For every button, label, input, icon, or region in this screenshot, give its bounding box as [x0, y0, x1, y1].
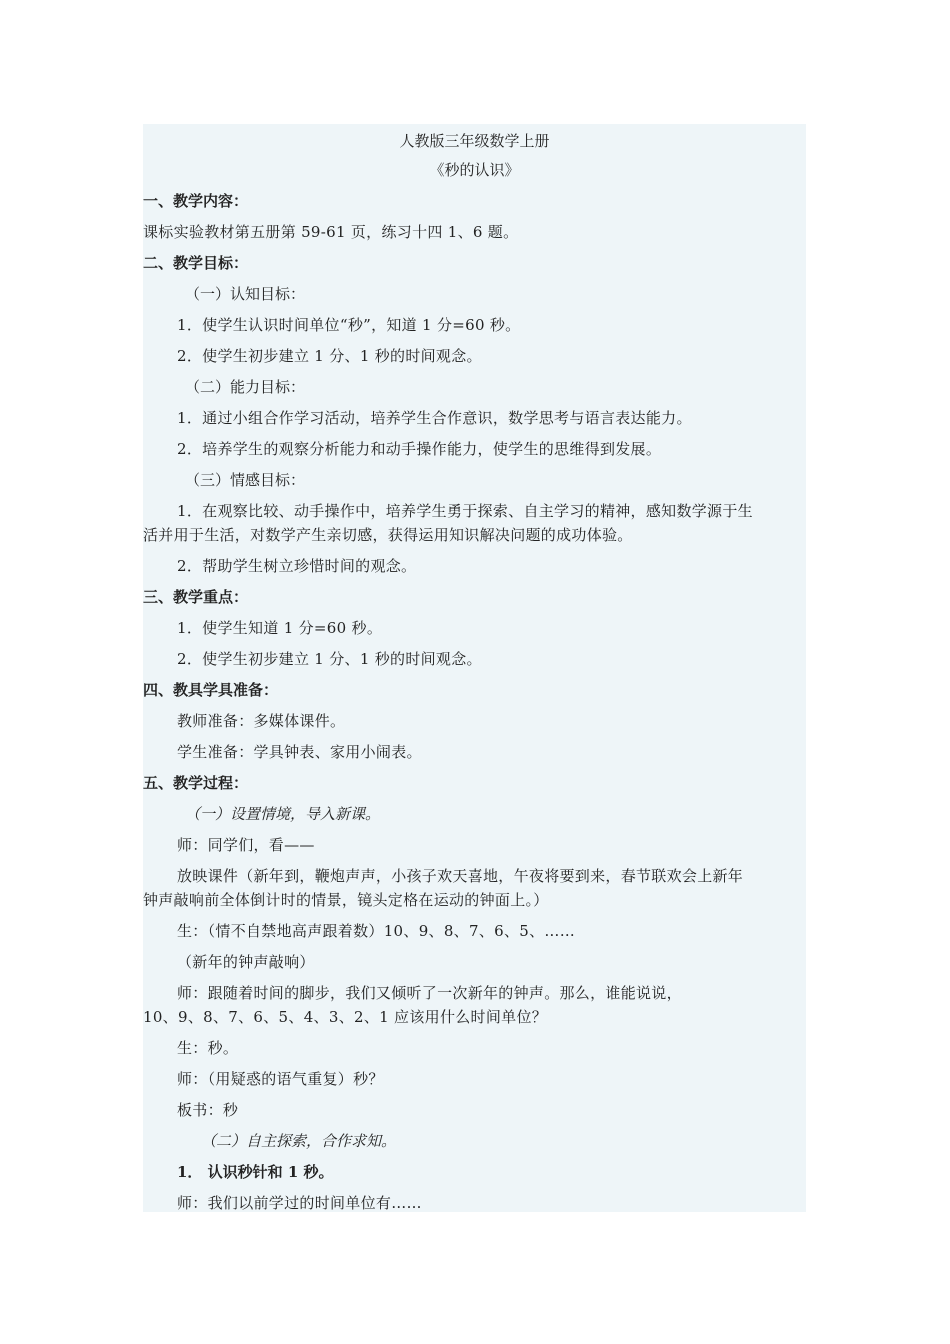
student-materials: 学生准备：学具钟表、家用小闹表。 — [177, 743, 422, 761]
emotion-item-2: 2．帮助学生树立珍惜时间的观念。 — [177, 557, 417, 575]
subheading-exploration: （二）自主探索，合作求知。 — [201, 1132, 397, 1150]
exploration-item-1: 1． 认识秒针和 1 秒。 — [177, 1163, 334, 1181]
cognitive-item-1: 1．使学生认识时间单位“秒”，知道 1 分=60 秒。 — [177, 316, 521, 334]
subheading-cognitive: （一）认知目标： — [185, 285, 306, 303]
dialogue-student-1: 生：（情不自禁地高声跟着数）10、9、8、7、6、5、…… — [177, 922, 576, 940]
board-writing: 板书：秒 — [177, 1101, 239, 1119]
section-heading-key-points: 三、教学重点： — [143, 588, 249, 606]
subheading-emotion: （三）情感目标： — [185, 471, 306, 489]
emotion-item-1-line-1: 1．在观察比较、动手操作中，培养学生勇于探索、自主学习的精神，感知数学源于生 — [177, 502, 753, 520]
emotion-item-1-line-2: 活并用于生活，对数学产生亲切感，获得运用知识解决问题的成功体验。 — [143, 526, 633, 544]
subheading-introduction: （一）设置情境，导入新课。 — [185, 805, 381, 823]
cognitive-item-2: 2．使学生初步建立 1 分、1 秒的时间观念。 — [177, 347, 482, 365]
section-heading-content: 一、教学内容： — [143, 192, 249, 210]
dialogue-teacher-4: 师：我们以前学过的时间单位有…… — [177, 1194, 422, 1212]
teacher-materials: 教师准备：多媒体课件。 — [177, 712, 346, 730]
document-page — [143, 124, 806, 1212]
ability-item-1: 1．通过小组合作学习活动，培养学生合作意识，数学思考与语言表达能力。 — [177, 409, 692, 427]
courseware-line-2: 钟声敲响前全体倒计时的情景，镜头定格在运动的钟面上。） — [143, 891, 549, 909]
key-point-1: 1．使学生知道 1 分=60 秒。 — [177, 619, 383, 637]
subheading-ability: （二）能力目标： — [185, 378, 306, 396]
content-text: 课标实验教材第五册第 59-61 页，练习十四 1、6 题。 — [143, 223, 519, 241]
dialogue-teacher-1: 师：同学们，看—— — [177, 836, 315, 854]
stage-note: （新年的钟声敲响） — [177, 953, 315, 971]
dialogue-teacher-3: 师：（用疑惑的语气重复）秒？ — [177, 1070, 384, 1088]
dialogue-teacher-2-line-1: 师：跟随着时间的脚步，我们又倾听了一次新年的钟声。那么，谁能说说， — [177, 984, 682, 1002]
section-heading-objectives: 二、教学目标： — [143, 254, 249, 272]
document-title: 人教版三年级数学上册 — [399, 132, 550, 150]
courseware-line-1: 放映课件（新年到，鞭炮声声，小孩子欢天喜地，午夜将要到来，春节联欢会上新年 — [177, 867, 744, 885]
key-point-2: 2．使学生初步建立 1 分、1 秒的时间观念。 — [177, 650, 482, 668]
document-subtitle: 《秒的认识》 — [429, 161, 520, 179]
section-heading-process: 五、教学过程： — [143, 774, 249, 792]
ability-item-2: 2．培养学生的观察分析能力和动手操作能力，使学生的思维得到发展。 — [177, 440, 662, 458]
dialogue-teacher-2-line-2: 10、9、8、7、6、5、4、3、2、1 应该用什么时间单位？ — [143, 1008, 548, 1026]
section-heading-materials: 四、教具学具准备： — [143, 681, 279, 699]
dialogue-student-2: 生：秒。 — [177, 1039, 239, 1057]
